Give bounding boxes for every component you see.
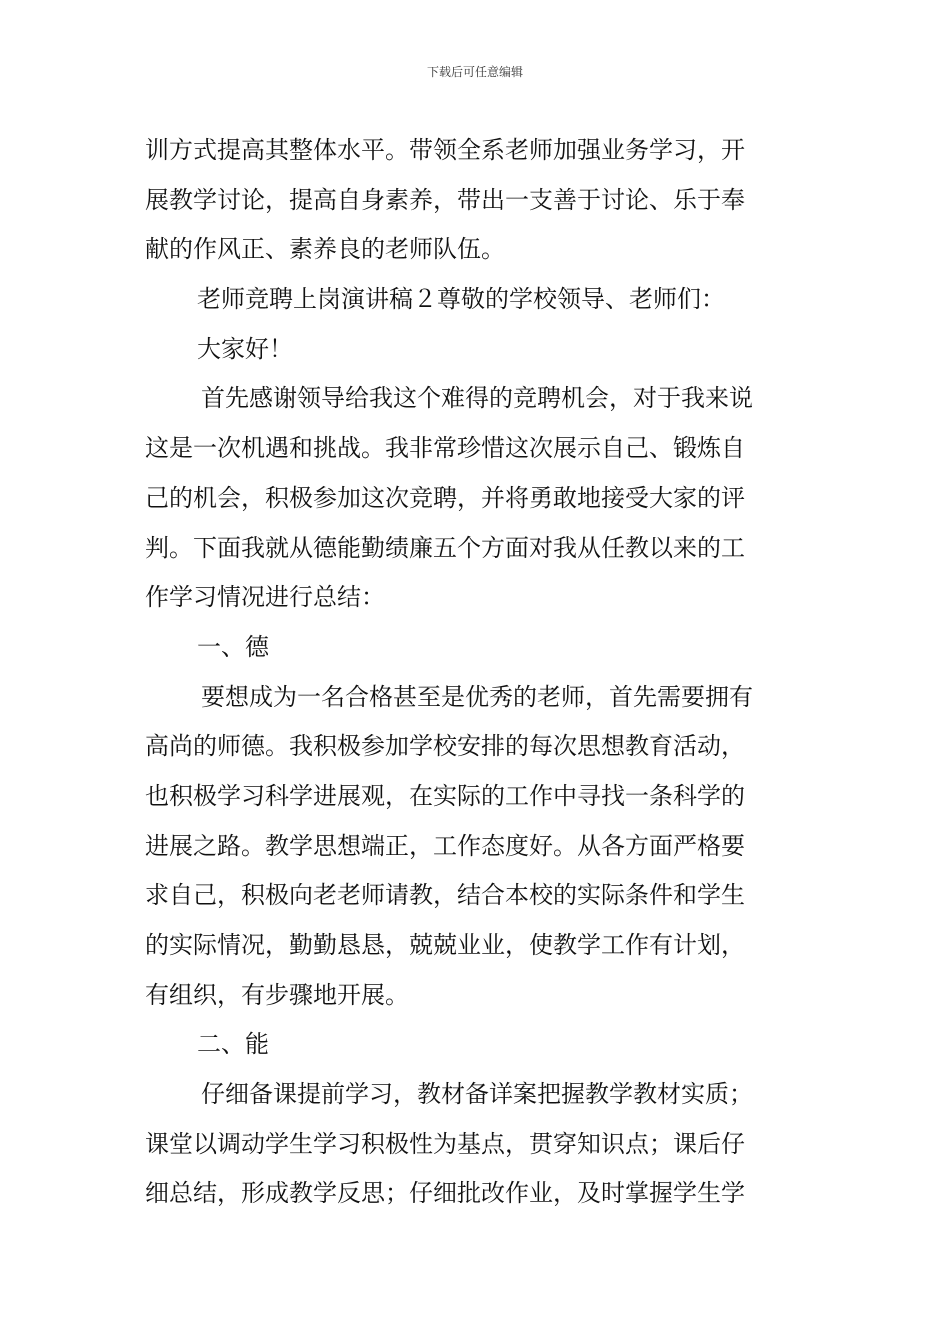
text-line: 献的作风正、素养良的老师队伍。 xyxy=(145,235,505,264)
paragraph-start: 要想成为一名合格甚至是优秀的老师，首先需要拥有 xyxy=(201,682,753,711)
text-line: 的实际情况，勤勤恳恳，兢兢业业，使教学工作有计划， xyxy=(145,931,745,959)
text-line: 判。下面我就从德能勤绩廉五个方面对我从任教以来的工 xyxy=(145,533,745,562)
text-line: 这是一次机遇和挑战。我非常珍惜这次展示自己、锻炼自 xyxy=(145,434,745,463)
text-line: 求自己，积极向老老师请教，结合本校的实际条件和学生 xyxy=(145,881,745,910)
text-line: 展教学讨论，提高自身素养，带出一支善于讨论、乐于奉 xyxy=(145,185,745,214)
page-header-note: 下载后可任意编辑 xyxy=(426,65,523,79)
section-heading-neng: 二、能 xyxy=(197,1030,269,1059)
text-line: 己的机会，积极参加这次竞聘，并将勇敢地接受大家的评 xyxy=(145,483,745,512)
text-line: 也积极学习科学进展观，在实际的工作中寻找一条科学的 xyxy=(145,781,745,810)
text-line: 进展之路。教学思想端正，工作态度好。从各方面严格要 xyxy=(145,831,745,860)
speech-title: 老师竞聘上岗演讲稿２尊敬的学校领导、老师们： xyxy=(197,285,725,314)
text-line: 细总结，形成教学反思；仔细批改作业，及时掌握学生学 xyxy=(145,1179,745,1208)
text-line: 有组织，有步骤地开展。 xyxy=(145,980,409,1009)
section-heading-de: 一、德 xyxy=(197,632,269,661)
text-line: 作学习情况进行总结： xyxy=(145,583,385,612)
document-body xyxy=(145,126,809,1219)
text-line: 课堂以调动学生学习积极性为基点，贯穿知识点；课后仔 xyxy=(145,1129,745,1158)
paragraph-start: 首先感谢领导给我这个难得的竞聘机会，对于我来说 xyxy=(201,384,753,413)
greeting: 大家好！ xyxy=(197,334,293,363)
text-line: 训方式提高其整体水平。带领全系老师加强业务学习，开 xyxy=(145,136,745,164)
text-line: 高尚的师德。我积极参加学校安排的每次思想教育活动， xyxy=(145,732,745,761)
paragraph-start: 仔细备课提前学习，教材备详案把握教学教材实质； xyxy=(201,1080,753,1109)
